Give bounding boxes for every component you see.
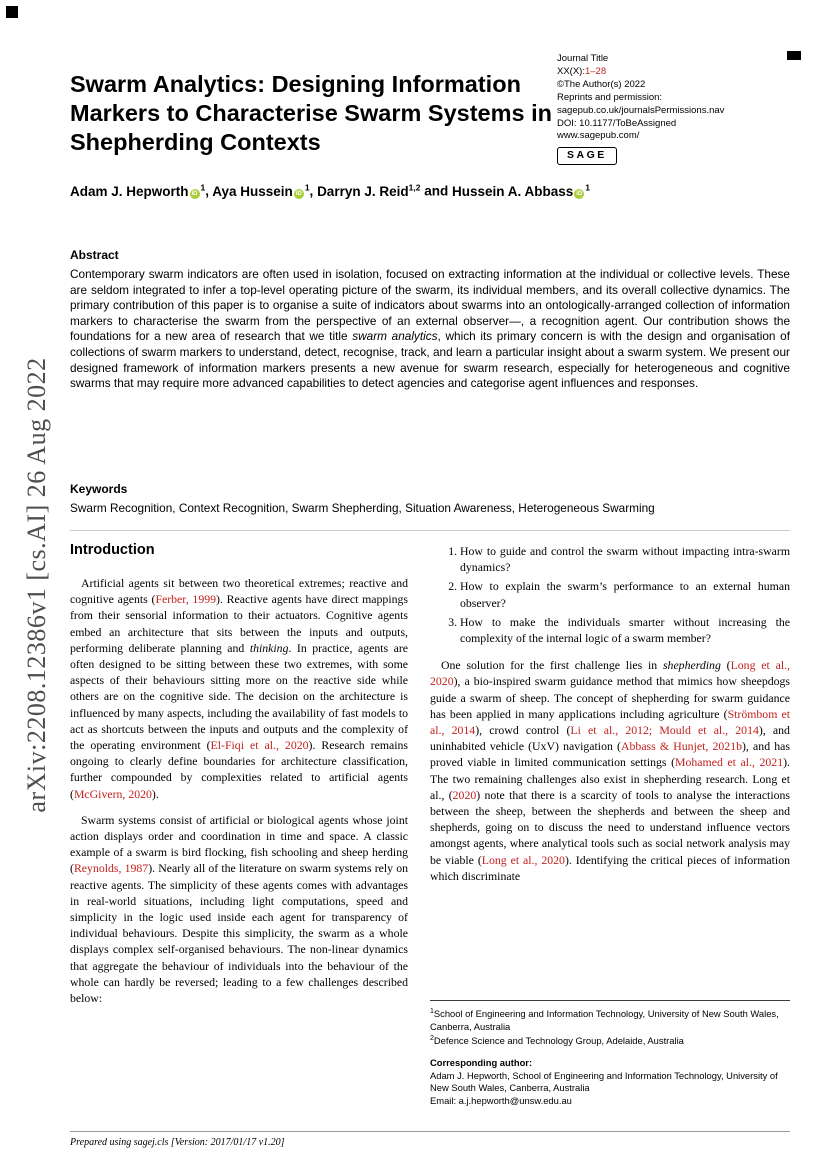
citation-link[interactable]: El-Fiqi et al., 2020 <box>210 738 309 753</box>
footer-note: Prepared using sagej.cls [Version: 2017/01/17 v1.20] <box>70 1137 285 1148</box>
email-line: Email: a.j.hepworth@unsw.edu.au <box>430 1094 572 1106</box>
text-segment: ) note that there is a scarcity of tools to analyse the interactions between the sheep, between the shepherds and between the sheep and shepherds, going on to discuss the need to understand influence vectors amongst agents, where analytical tools such as social network analysis may be viable ( <box>430 787 790 867</box>
affiliation-marker: 1 <box>430 1008 434 1015</box>
text-segment: ). Identifying the critical pieces of information which discriminate <box>430 852 790 883</box>
text-segment: ). Reactive agents have direct mappings from their sensorial information to their actuators. Cognitive agents embed an architecture that sits between the inputs and outputs, performing deliberate planning and <box>70 592 408 655</box>
citation-link[interactable]: McGivern, 2020 <box>73 786 152 801</box>
text-segment: Artificial agents sit between two theoretical extremes; reactive and cognitive agents ( <box>70 576 408 607</box>
keywords-heading: Keywords <box>70 482 128 496</box>
author-affiliation-marker: 1 <box>585 182 590 192</box>
author-name: Adam J. Hepworth $iD^1$ <box>70 182 206 199</box>
abstract-text <box>70 267 790 392</box>
orcid-icon[interactable]: iD <box>295 190 302 197</box>
arxiv-watermark: arXiv:2208.12386v1 [cs.AI] 26 Aug 2022 <box>22 357 51 813</box>
author-name: Hussein A. Abbass $iD^1$ <box>451 182 590 199</box>
citation-link[interactable]: Ferber, 1999 <box>155 592 217 607</box>
paragraph-2 <box>70 812 408 1006</box>
keywords-text: Swarm Recognition, Context Recognition, Swarm Shepherding, Situation Awareness, Heterogeneous Swarming <box>70 501 655 515</box>
footnotes-block <box>430 1000 790 1107</box>
text-segment: thinking <box>249 640 289 655</box>
text-segment: ( <box>720 658 731 673</box>
author-separator: , <box>205 183 213 199</box>
citation-link[interactable]: 2020 <box>452 787 477 802</box>
sage-logo: SAGE <box>557 147 617 165</box>
orcid-icon[interactable]: iD <box>576 190 583 197</box>
citation-link[interactable]: Li et al., 2012; Mould et al., 2014 <box>570 723 759 738</box>
corresponding-author-text: Adam J. Hepworth, School of Engineering and Information Technology, University of New South Wales, Canberra, Australia <box>430 1069 778 1094</box>
paragraph-3 <box>430 657 790 884</box>
affiliation-1 <box>430 1006 790 1033</box>
left-column <box>70 542 408 1006</box>
text-segment: ). The two remaining challenges also exist in shepherding research. Long et al., ( <box>430 755 790 802</box>
text-segment: ). Nearly all of the literature on swarm systems rely on reactive agents. The simplicity of these agents comes with advantages in real-world situations, including light computations, speed and simplicity in the logic used inside each agent for transparency of individual behaviours. Despite this simplicity, the swarm as a whole displays complex self-organised behaviours. The non-linear dynamics that aggregate the behaviour of individuals into the behaviour of the whole can hardly be reversed; leading to a few challenges described below: <box>70 861 408 1006</box>
citation-link[interactable]: Long et al., 2020 <box>430 658 790 689</box>
text-segment: ), and has proved viable in limited communication settings ( <box>430 739 790 770</box>
orcid-icon[interactable]: iD <box>191 190 198 197</box>
journal-issue-line <box>557 66 785 79</box>
citation-link[interactable]: Strömbom et al., 2014 <box>430 706 790 738</box>
citation-link[interactable]: Reynolds, 1987 <box>73 861 149 876</box>
issue-prefix: XX(X): <box>557 65 585 77</box>
text-segment: Contemporary swarm indicators are often used in isolation, focused on extracting information at the individual or collective levels. These are seldom integrated to infer a top-level operating picture of the swarm, its individual members, and its overall collective dynamics. The primary contribution of this paper is to organise a suite of indicators about swarms into an ontologically-arranged collection of information markers to characterise the swarm from the perspective of an external observer—, a recognition agent. Our contribution shows the foundations for a new area of research that we title <box>70 267 790 344</box>
journal-doi: DOI: 10.1177/ToBeAssigned <box>557 117 677 129</box>
corner-mark-top-left <box>6 6 18 18</box>
keywords-section <box>70 482 790 517</box>
text-segment: , which its primary concern is with the design and organisation of collections of swarm markers to understand, detect, recognise, track, and learn a particular insight about a swarm system. We present our designed framework of information markers presents a new avenue for swarm research, especially for heterogeneous and cognitive swarms that may require more advanced capabilities to detect agencies and categorise agent influences and responses. <box>70 329 790 391</box>
text-segment: Swarm systems consist of artificial or biological agents whose joint action displays order and coordination in time and space. A classic example of a swarm is bird flocking, fish schooling and sheep herding ( <box>70 812 408 876</box>
corresponding-author-heading: Corresponding author: <box>430 1057 533 1069</box>
footer-rule <box>70 1131 790 1132</box>
citation-link[interactable]: Long et al., 2020 <box>481 852 565 867</box>
journal-info-block <box>557 53 785 165</box>
abstract-heading: Abstract <box>70 248 119 262</box>
journal-website: www.sagepub.com/ <box>557 130 640 142</box>
list-item-3: 3. How to make the individuals smarter without increasing the complexity of the internal logic of a swarm member? <box>460 614 790 646</box>
affiliation-text: Defence Science and Technology Group, Adelaide, Australia <box>433 1035 684 1047</box>
author-affiliation-marker: 1 <box>200 182 206 192</box>
text-segment: swarm analytics <box>352 329 438 344</box>
journal-copyright: ©The Author(s) 2022 <box>557 78 646 90</box>
author-affiliation-marker: 1,2 <box>408 182 421 192</box>
author-name: Darryn J. Reid$^{1,2}$ <box>317 182 421 199</box>
challenges-list <box>430 543 790 646</box>
authors-line <box>70 182 790 199</box>
text-segment: ), crowd control ( <box>475 723 571 738</box>
text-segment: One solution for the first challenge lies in <box>441 658 663 673</box>
section-heading-introduction: Introduction <box>70 542 155 558</box>
text-segment: ), a bio-inspired swarm guidance method that mimics how sheepdogs guide a swarm of sheep. The concept of shepherding for swarm guidance has been applied in many applications including agriculture ( <box>430 674 790 721</box>
issue-pages-link[interactable]: 1–28 <box>584 65 607 77</box>
text-segment: ), and uninhabited vehicle (UxV) navigation ( <box>430 723 790 754</box>
journal-reprints-url: sagepub.co.uk/journalsPermissions.nav <box>557 104 725 116</box>
journal-reprints-label: Reprints and permission: <box>557 91 663 103</box>
author-separator: , <box>309 183 318 199</box>
journal-name: Journal Title <box>557 53 609 64</box>
affiliation-marker: 2 <box>430 1034 434 1042</box>
paper-title: Swarm Analytics: Designing Information Markers to Characterise Swarm Systems in Shepherding Contexts <box>70 71 552 155</box>
author-separator: and <box>420 183 452 199</box>
paragraph-1 <box>70 575 408 802</box>
affiliation-text: School of Engineering and Information Technology, University of New South Wales, Canberra, Australia <box>430 1008 779 1032</box>
affiliation-2 <box>430 1033 790 1048</box>
text-segment: shepherding <box>662 658 721 673</box>
corner-mark-top-right <box>787 51 801 60</box>
list-item-2: 2. How to explain the swarm’s performance to an external human observer? <box>460 578 790 610</box>
text-segment: ). Research remains ongoing to clearly define boundaries for architecture classification, further compounded by complexities related to artificial agents ( <box>70 738 408 801</box>
right-column <box>430 542 790 884</box>
author-affiliation-marker: 1 <box>304 182 310 192</box>
list-item-1: 1. How to guide and control the swarm without impacting intra-swarm dynamics? <box>460 543 790 575</box>
citation-link[interactable]: Abbass & Hunjet, 2021b <box>621 739 742 754</box>
author-name: Aya Hussein $iD^1$ <box>212 182 310 199</box>
text-segment: ). <box>151 786 159 801</box>
citation-link[interactable]: Mohamed et al., 2021 <box>675 755 784 770</box>
text-segment: . In practice, agents are often designed to be sitting between these two extremes, with some aspects of their behaviours sitting more on the reactive side while others are on the cognitive side. The decision on the architecture is influenced by many aspects, including the availability of fast models to act as shortcuts between the inputs and outputs and the complexity of the operating environment ( <box>70 640 408 753</box>
frontmatter-divider <box>70 530 790 531</box>
abstract-section <box>70 248 790 392</box>
